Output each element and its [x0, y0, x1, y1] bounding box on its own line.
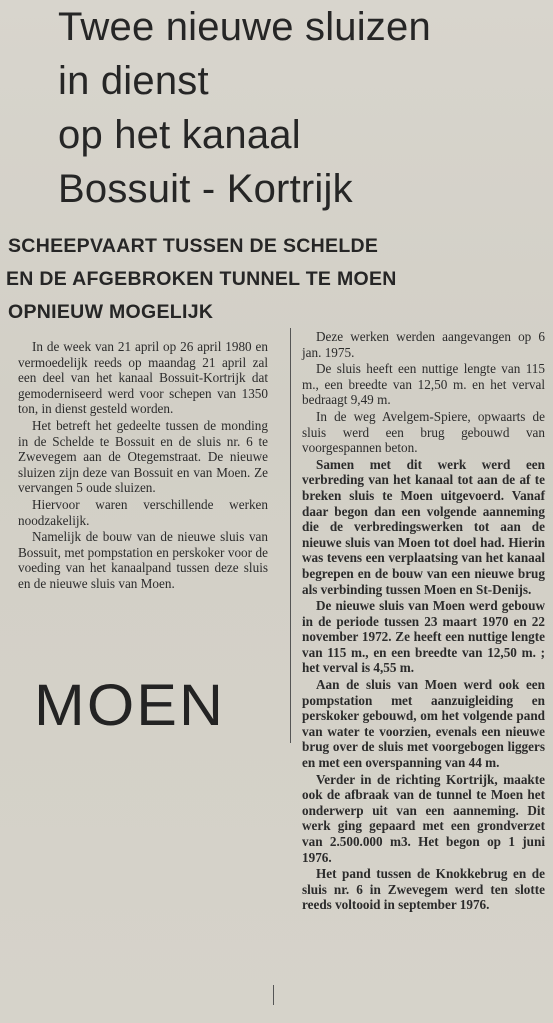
right-paragraph: In de weg Avelgem-Spiere, opwaarts de sluis werd een brug gebouwd van voorgespannen beton.	[302, 408, 545, 456]
column-divider	[290, 328, 291, 743]
subheadline-line-1: SCHEEPVAART TUSSEN DE SCHELDE	[8, 235, 379, 257]
right-paragraph-bold: Samen met dit werk werd een verbreding van het kanaal tot aan de af te breken sluis te Moen uitgevoerd. Vanaf daar begon dan een volgende aanneming die de verbredingswerken tot aan de nieuwe sluis van Moen tot doel had. Hierin was tevens een verplaatsing van het kanaal begrepen en de bouw van een nieuwe brug als verbinding tussen Moen en St-Denijs.	[302, 456, 545, 597]
right-paragraph-bold: De nieuwe sluis van Moen werd gebouw in de periode tussen 23 maart 1970 en 22 november 1972. Ze heeft een nuttige lengte van 115 m., en een breedte van 12,50 m. ; het verval is 4,55 m.	[302, 598, 545, 676]
moen-logo-text: MOEN	[34, 673, 226, 738]
headline	[58, 0, 538, 216]
left-paragraph: Hiervoor waren verschillende werken noodzakelijk.	[18, 496, 268, 528]
left-paragraph: Het betreft het gedeelte tussen de monding in de Schelde te Bossuit en de sluis nr. 6 te Zwevegem aan de Otegemstraat. De nieuwe sluizen zijn deze van Bossuit en van Moen. Ze vervangen 5 oude sluizen.	[18, 417, 268, 496]
right-paragraph: Het pand tussen de Knokkebrug en de sluis nr. 6 in Zwevegem werd ten slotte reeds voltooid in september 1976.	[302, 866, 545, 913]
headline-line-3: op het kanaal	[58, 113, 301, 157]
column-divider-bottom	[273, 985, 274, 1005]
left-paragraph: In de week van 21 april op 26 april 1980 en vermoedelijk reeds op maandag 21 april zal een deel van het kanaal Bossuit-Kortrijk dat gemoderniseerd werd voor schepen van 1350 ton, in dienst gesteld worden.	[18, 339, 268, 417]
headline-line-1: Twee nieuwe sluizen	[58, 5, 431, 49]
left-paragraph: Namelijk de bouw van de nieuwe sluis van Bossuit, met pompstation en perskoker voor de voeding van het kanaalpand tussen deze sluis en de nieuwe sluis van Moen.	[18, 529, 268, 591]
right-paragraph: De sluis heeft een nuttige lengte van 115 m., een breedte van 12,50 m. en het verval bedraagt 9,49 m.	[302, 361, 545, 408]
subheadline-line-2: EN DE AFGEBROKEN TUNNEL TE MOEN	[6, 268, 397, 290]
right-column	[302, 329, 545, 914]
right-paragraph-bold: Aan de sluis van Moen werd ook een pompstation met aanzuigleiding en perskoker gebouwd, om het volgende pand van water te voorzien, evenals een nieuwe brug over de sluis met voorgebogen liggers en met een overspanning van 44 m.	[302, 677, 545, 771]
headline-line-4: Bossuit - Kortrijk	[58, 167, 353, 211]
subheadline	[8, 230, 548, 329]
headline-line-2: in dienst	[58, 59, 209, 103]
left-column	[18, 339, 268, 593]
right-paragraph: Deze werken werden aangevangen op 6 jan. 1975.	[302, 329, 545, 360]
right-paragraph-bold: Verder in de richting Kortrijk, maakte ook de afbraak van de tunnel te Moen het onderwerp uit van een aanneming. Dit werk ging gepaard met een grondverzet van 2.500.000 m3. Het begon op 1 juni 1976.	[302, 771, 545, 865]
subheadline-line-3: OPNIEUW MOGELIJK	[8, 301, 214, 323]
